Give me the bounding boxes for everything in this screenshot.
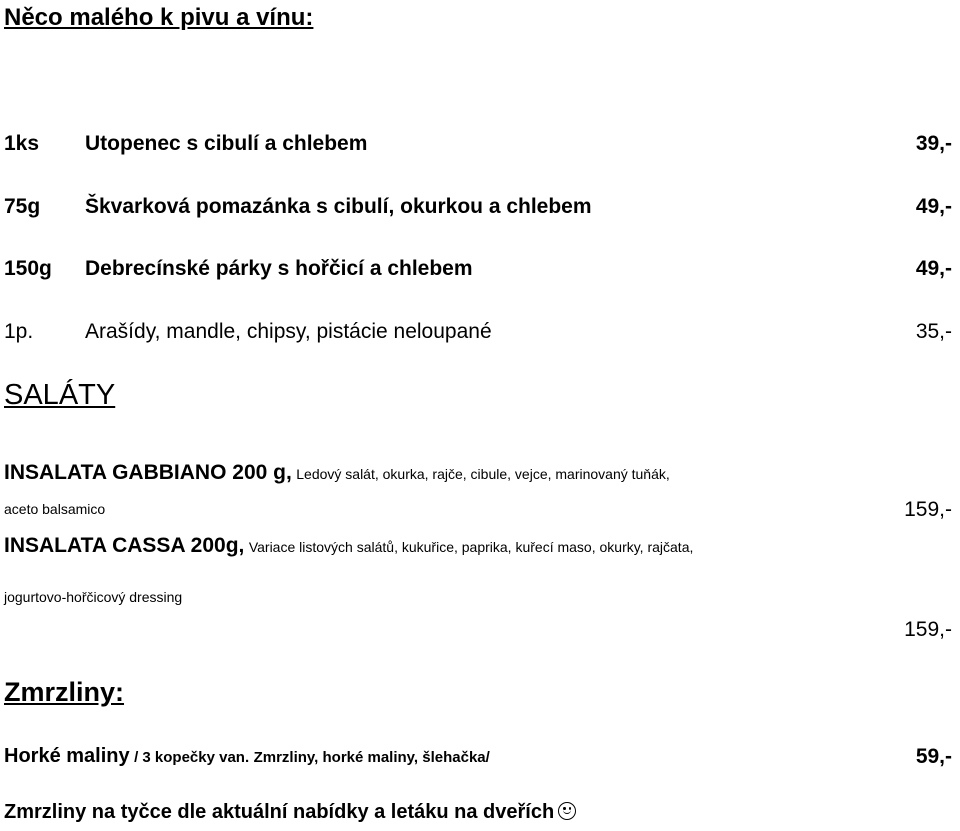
snack-qty-4: 1p.	[4, 320, 34, 343]
salad-1-desc2: aceto balsamico	[4, 501, 106, 517]
snack-price-3: 49,-	[915, 257, 952, 280]
salad-1	[4, 462, 670, 483]
snack-price-4: 35,-	[915, 320, 952, 343]
icecream-note	[4, 802, 576, 822]
snack-name-4: Arašídy, mandle, chipsy, pistácie neloupané	[85, 320, 492, 343]
salad-2-name: INSALATA CASSA 200g,	[4, 534, 245, 557]
smiley-icon	[558, 802, 576, 820]
snack-qty-1: 1ks	[4, 132, 40, 155]
salad-2-price: 159,-	[904, 618, 952, 641]
snack-name-1: Utopenec s cibulí a chlebem	[85, 132, 368, 155]
salad-1-price: 159,-	[904, 498, 952, 521]
icecream-item-1-detail-b: Zmrzliny, horké maliny, šlehačka/	[253, 749, 490, 766]
salads-title: SALÁTY	[4, 379, 116, 411]
salad-1-desc: Ledový salát, okurka, rajče, cibule, vejce, marinovaný tuňák,	[296, 466, 670, 482]
snack-price-1: 39,-	[915, 132, 952, 155]
salad-2	[4, 535, 693, 556]
icecream-item-1	[4, 746, 490, 766]
snack-name-2: Škvarková pomazánka s cibulí, okurkou a chlebem	[85, 195, 592, 218]
snack-qty-2: 75g	[4, 195, 41, 218]
snack-name-3: Debrecínské párky s hořčicí a chlebem	[85, 257, 473, 280]
salad-2-desc2: jogurtovo-hořčicový dressing	[4, 589, 183, 605]
snack-price-2: 49,-	[915, 195, 952, 218]
salad-1-name: INSALATA GABBIANO 200 g,	[4, 461, 292, 484]
icecream-item-1-price: 59,-	[915, 745, 952, 768]
snack-qty-3: 150g	[4, 257, 52, 280]
icecream-note-text: Zmrzliny na tyčce dle aktuální nabídky a letáku na dveřích	[4, 801, 555, 823]
icecream-title: Zmrzliny:	[4, 677, 125, 707]
page-title: Něco malého k pivu a vínu:	[4, 4, 314, 31]
icecream-item-1-name: Horké maliny	[4, 745, 130, 767]
icecream-item-1-detail-a: / 3 kopečky van.	[134, 749, 250, 766]
salad-2-desc: Variace listových salátů, kukuřice, paprika, kuřecí maso, okurky, rajčata,	[248, 539, 694, 555]
